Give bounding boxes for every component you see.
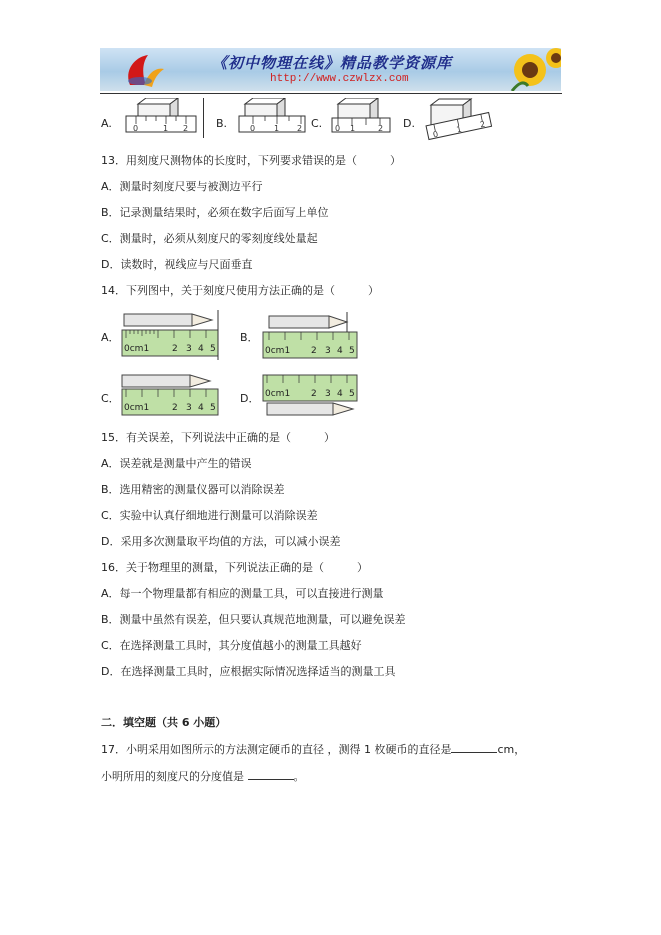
section-title: 二．填空题（共 6 小题） — [101, 716, 227, 729]
q15-option-d: D．采用多次测量取平均值的方法，可以减小误差 — [101, 535, 341, 548]
svg-text:2: 2 — [172, 344, 178, 354]
svg-text:2: 2 — [172, 403, 178, 413]
svg-text:5: 5 — [210, 403, 216, 413]
q15-option-a: A．误差就是测量中产生的错误 — [101, 457, 252, 470]
q17-division-blank[interactable] — [248, 769, 294, 780]
q13-option-b: B．记录测量结果时，必须在数字后面写上单位 — [101, 206, 329, 219]
q14-figure-d — [261, 373, 361, 419]
q16-stem: 16．关于物理里的测量，下列说法正确的是（ ） — [101, 561, 368, 574]
svg-text:5: 5 — [210, 344, 216, 354]
q13-option-a: A．测量时刻度尺要与被测边平行 — [101, 180, 263, 193]
svg-text:0: 0 — [335, 124, 341, 133]
svg-text:4: 4 — [198, 344, 204, 354]
q17-text-2: 小明所用的刻度尺的分度值是 — [101, 770, 244, 783]
ruler-label-1: 1 — [163, 124, 169, 133]
svg-text:2: 2 — [378, 124, 384, 133]
svg-text:3: 3 — [325, 389, 331, 399]
q16-option-a: A．每一个物理量都有相应的测量工具，可以直接进行测量 — [101, 587, 384, 600]
svg-text:0cm1: 0cm1 — [265, 346, 291, 356]
q16-option-d: D．在选择测量工具时，应根据实际情况选择适当的测量工具 — [101, 665, 396, 678]
q13-option-c: C．测量时，必须从刻度尺的零刻度线处量起 — [101, 232, 318, 245]
q17-line2 — [101, 769, 305, 784]
svg-text:1: 1 — [274, 124, 280, 133]
svg-text:4: 4 — [198, 403, 204, 413]
header-rule — [100, 93, 562, 94]
q12-option-b-label: B. — [216, 117, 228, 130]
figure-divider — [203, 98, 204, 138]
q17-text-1: 17．小明采用如图所示的方法测定硬币的直径 ，测得 1 枚硬币的直径是 — [101, 743, 452, 756]
svg-text:0: 0 — [432, 129, 440, 140]
q14-figure-b — [261, 310, 361, 362]
q12-option-d-label: D. — [403, 117, 415, 130]
q13-option-d: D．读数时，视线应与尺面垂直 — [101, 258, 253, 271]
svg-text:4: 4 — [337, 389, 343, 399]
svg-text:3: 3 — [186, 344, 192, 354]
svg-text:2: 2 — [297, 124, 303, 133]
q14-option-d-label: D． — [240, 392, 260, 405]
q14-option-b-label: B． — [240, 331, 259, 344]
q16-option-c: C．在选择测量工具时，其分度值越小的测量工具越好 — [101, 639, 362, 652]
svg-text:0: 0 — [250, 124, 256, 133]
q12-option-a-label: A. — [101, 117, 112, 130]
q17-line1 — [101, 742, 525, 757]
q17-end: 。 — [293, 770, 305, 783]
q14-option-a-label: A． — [101, 331, 120, 344]
sunflower-icon — [482, 48, 561, 91]
svg-text:3: 3 — [186, 403, 192, 413]
svg-text:2: 2 — [311, 389, 317, 399]
banner-url: http://www.czwlzx.com — [270, 73, 409, 85]
svg-text:0cm1: 0cm1 — [265, 389, 291, 399]
logo-icon — [122, 51, 166, 89]
q12-figure-a — [122, 98, 200, 138]
q15-stem: 15．有关误差，下列说法中正确的是（ ） — [101, 431, 335, 444]
banner-title: 《初中物理在线》精品教学资源库 — [212, 54, 453, 72]
q12-figure-c — [328, 98, 394, 138]
svg-text:0cm1: 0cm1 — [124, 403, 150, 413]
q14-stem: 14．下列图中，关于刻度尺使用方法正确的是（ ） — [101, 284, 379, 297]
svg-text:1: 1 — [350, 124, 356, 133]
svg-text:4: 4 — [337, 346, 343, 356]
q14-option-c-label: C． — [101, 392, 120, 405]
q17-unit: cm， — [497, 743, 526, 756]
q12-option-c-label: C. — [311, 117, 323, 130]
q15-option-c: C．实验中认真仔细地进行测量可以消除误差 — [101, 509, 318, 522]
svg-text:3: 3 — [325, 346, 331, 356]
q14-figure-c — [120, 373, 222, 419]
svg-text:0cm1: 0cm1 — [124, 344, 150, 354]
header-banner — [100, 48, 561, 91]
q12-figure-d — [421, 97, 495, 141]
q15-option-b: B．选用精密的测量仪器可以消除误差 — [101, 483, 285, 496]
ruler-label-0: 0 — [133, 124, 139, 133]
svg-text:2: 2 — [479, 119, 486, 130]
q13-stem: 13．用刻度尺测物体的长度时，下列要求错误的是（ ） — [101, 154, 401, 167]
svg-text:1: 1 — [455, 124, 463, 135]
q14-figure-a — [120, 310, 224, 360]
ruler-label-2: 2 — [183, 124, 189, 133]
svg-text:5: 5 — [349, 346, 355, 356]
q12-figure-b — [235, 98, 309, 138]
svg-text:5: 5 — [349, 389, 355, 399]
svg-text:2: 2 — [311, 346, 317, 356]
q17-diameter-blank[interactable] — [451, 742, 497, 753]
q16-option-b: B．测量中虽然有误差，但只要认真规范地测量，可以避免误差 — [101, 613, 406, 626]
